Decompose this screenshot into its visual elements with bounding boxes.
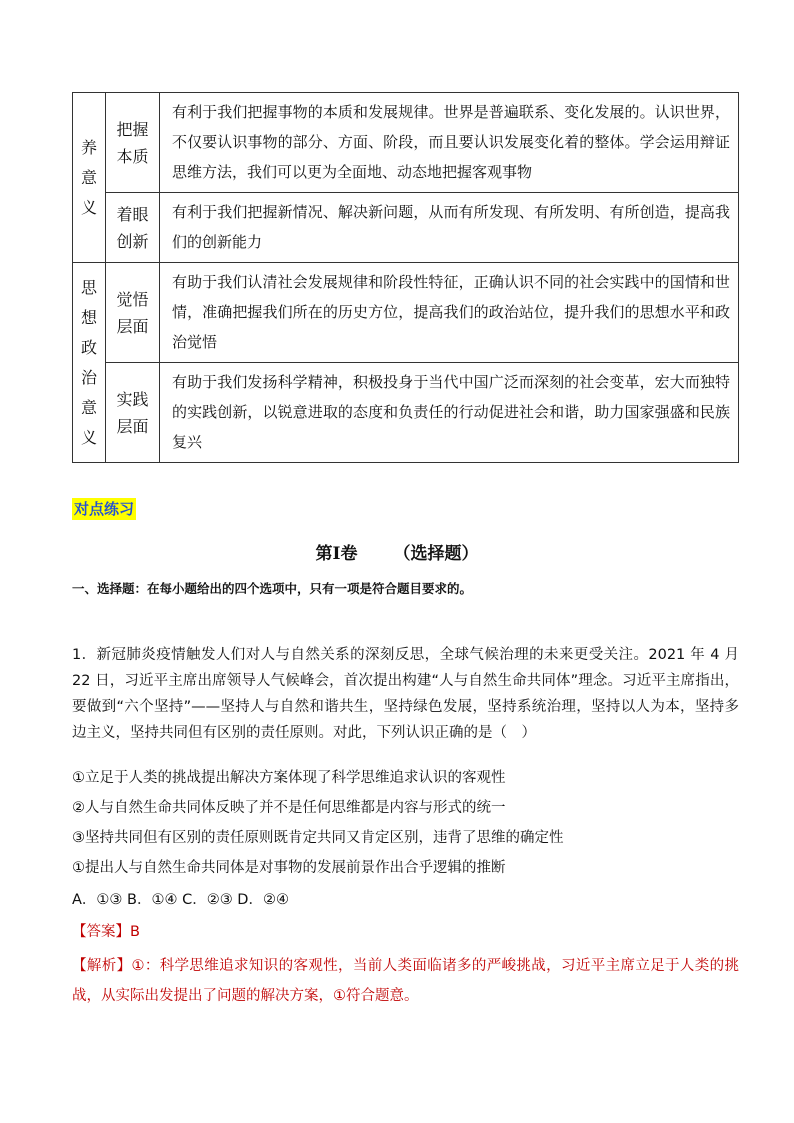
section-cell	[73, 263, 106, 463]
aspect-cell	[106, 263, 160, 363]
table-row	[73, 193, 739, 263]
question-stem: 1．新冠肺炎疫情触发人们对人与自然关系的深刻反思，全球气候治理的未来更受关注。2021 年 4 月 22 日，习近平主席出席领导人气候峰会，首次提出构建“人与自然生命共同体”理念。习近平主席指出，要做到“六个坚持”——坚持人与自然和谐共生，坚持绿色发展，坚持系统治理，坚持以人为本，坚持多边主义，坚持共同但有区别的责任原则。对此，下列认识正确的是（ ）	[72, 647, 739, 741]
aspect-cell	[106, 193, 160, 263]
aspect-label: 把握 本质	[116, 119, 149, 166]
section-cell	[73, 93, 106, 263]
analysis-tag: 【解析】	[72, 958, 132, 974]
answer-choices: A．①③ B．①④ C．②③ D．②④	[72, 892, 289, 908]
option-1: ①立足于人类的挑战提出解决方案体现了科学思维追求认识的客观性	[72, 770, 506, 786]
table-row	[73, 363, 739, 463]
volume-subtitle: （选择题）	[393, 544, 479, 564]
section-tag: 对点练习	[74, 500, 135, 518]
option-4: ①提出人与自然生命共同体是对事物的发展前景作出合乎逻辑的推断	[72, 860, 506, 876]
aspect-label: 着眼 创新	[116, 204, 149, 251]
answer-value: B	[130, 924, 140, 940]
summary-table	[72, 92, 739, 463]
answer-tag: 【答案】	[72, 924, 130, 940]
volume-heading	[0, 542, 794, 566]
table-row	[73, 93, 739, 193]
analysis-text: ①：科学思维追求知识的客观性，当前人类面临诸多的严峻挑战，习近平主席立足于人类的挑战，从实际出发提出了问题的解决方案，①符合题意。	[72, 958, 740, 1004]
section-label: 思 想 政 治 意 义	[80, 277, 97, 447]
aspect-cell	[106, 363, 160, 463]
table-row	[73, 263, 739, 363]
aspect-cell	[106, 93, 160, 193]
analysis	[72, 951, 739, 1011]
option-3: ③坚持共同但有区别的责任原则既肯定共同又肯定区别，违背了思维的确定性	[72, 830, 564, 846]
aspect-label: 觉悟 层面	[116, 289, 149, 336]
content-cell: 有助于我们认清社会发展规律和阶段性特征，正确认识不同的社会实践中的国情和世情，准确把握我们所在的历史方位，提高我们的政治站位，提升我们的思想水平和政治觉悟	[160, 263, 739, 363]
section-label: 养 意 义	[80, 137, 97, 217]
volume-title: 第Ⅰ卷	[315, 544, 358, 564]
option-2: ②人与自然生命共同体反映了并不是任何思维都是内容与形式的统一	[72, 800, 506, 816]
content-cell: 有助于我们发扬科学精神，积极投身于当代中国广泛而深刻的社会变革，宏大而独特的实践创新，以锐意进取的态度和负责任的行动促进社会和谐，助力国家强盛和民族复兴	[160, 363, 739, 463]
instructions: 一、选择题：在每小题给出的四个选项中，只有一项是符合题目要求的。	[72, 581, 473, 596]
answer-line	[72, 917, 140, 947]
content-cell: 有利于我们把握事物的本质和发展规律。世界是普遍联系、变化发展的。认识世界，不仅要认识事物的部分、方面、阶段，而且要认识发展变化着的整体。学会运用辩证思维方法，我们可以更为全面地、动态地把握客观事物	[160, 93, 739, 193]
aspect-label: 实践 层面	[116, 389, 149, 436]
content-cell: 有利于我们把握新情况、解决新问题，从而有所发现、有所发明、有所创造，提高我们的创新能力	[160, 193, 739, 263]
